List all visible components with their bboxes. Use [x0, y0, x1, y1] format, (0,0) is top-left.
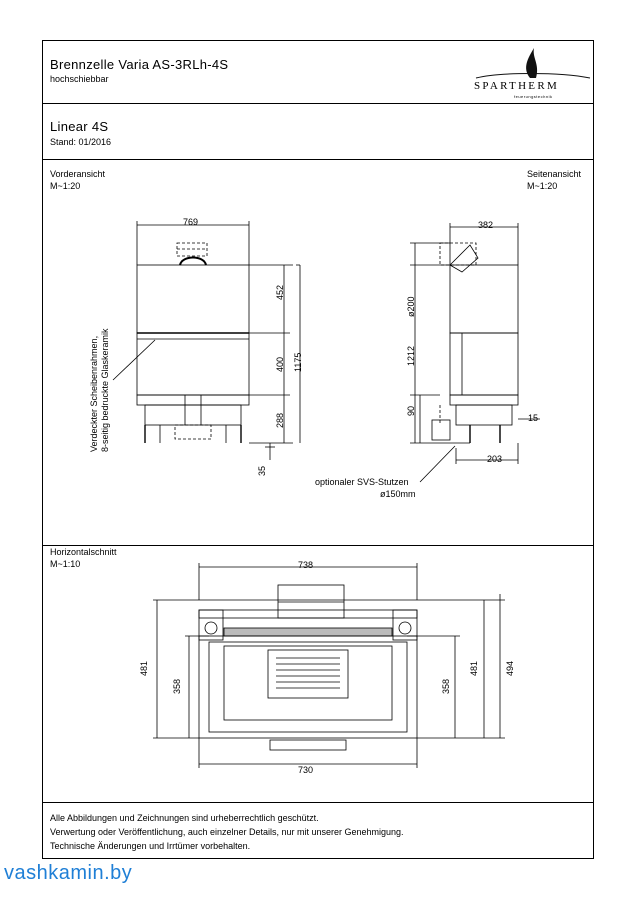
- front-annotation-2: 8-seitig bedruckte Glaskeramik: [100, 328, 110, 452]
- model-name: Linear 4S: [50, 119, 109, 134]
- front-foot-dim: 35: [257, 465, 267, 476]
- footer-disclaimer: Technische Änderungen und Irrtümer vorbehalten.: [50, 841, 251, 851]
- plan-left-outer-dim: 481: [139, 660, 149, 676]
- front-base-height-dim: 288: [275, 412, 285, 428]
- plan-top-width-dim: 738: [298, 560, 314, 570]
- front-glass-height-dim: 400: [275, 356, 285, 372]
- front-total-height-dim: 1175: [293, 352, 303, 372]
- plan-left-inner-dim: 358: [172, 678, 182, 694]
- footer-usage: Verwertung oder Veröffentlichung, auch einzelner Details, nur mit unserer Genehmigung.: [50, 827, 404, 837]
- side-depth-dim: 382: [478, 220, 494, 230]
- watermark-link[interactable]: vashkamin.by: [4, 862, 133, 884]
- footer-copyright: Alle Abbildungen und Zeichnungen sind urheberrechtlich geschützt.: [50, 813, 319, 823]
- side-view-drawing: [410, 220, 540, 482]
- plan-view-scale: M~1:10: [50, 559, 81, 569]
- plan-right-outer-dim: 481: [469, 660, 479, 676]
- side-inlet-height-dim: 90: [406, 405, 416, 416]
- side-offset-dim: 15: [528, 413, 539, 423]
- side-annotation-2: ø150mm: [380, 489, 416, 499]
- side-total-height-dim: 1212: [406, 345, 416, 366]
- front-view-scale: M~1:20: [50, 181, 81, 191]
- model-date: Stand: 01/2016: [50, 137, 112, 147]
- plan-right-total-dim: 494: [505, 660, 515, 676]
- front-view-drawing: [113, 221, 300, 460]
- plan-view-label: Horizontalschnitt: [50, 547, 117, 557]
- front-top-height-dim: 452: [275, 284, 285, 300]
- plan-right-inner-dim: 358: [441, 678, 451, 694]
- plan-view-drawing: [153, 560, 505, 768]
- side-view-label: Seitenansicht: [527, 169, 582, 179]
- drawing-title: Brennzelle Varia AS-3RLh-4S: [50, 57, 229, 72]
- side-inlet-depth-dim: 203: [487, 454, 503, 464]
- front-width-dim: 769: [183, 217, 199, 227]
- drawing-subtitle: hochschiebbar: [50, 74, 109, 84]
- front-annotation-1: Verdeckter Scheibenrahmen,: [89, 335, 99, 452]
- side-flue-dim: ø200: [406, 296, 416, 317]
- side-annotation-1: optionaler SVS-Stutzen: [315, 477, 409, 487]
- front-view-label: Vorderansicht: [50, 169, 106, 179]
- brand-tagline: feuerungstechnik: [514, 94, 553, 99]
- brand-logo: SPARTHERM: [474, 80, 560, 92]
- plan-bottom-width-dim: 730: [298, 765, 314, 775]
- side-view-scale: M~1:20: [527, 181, 558, 191]
